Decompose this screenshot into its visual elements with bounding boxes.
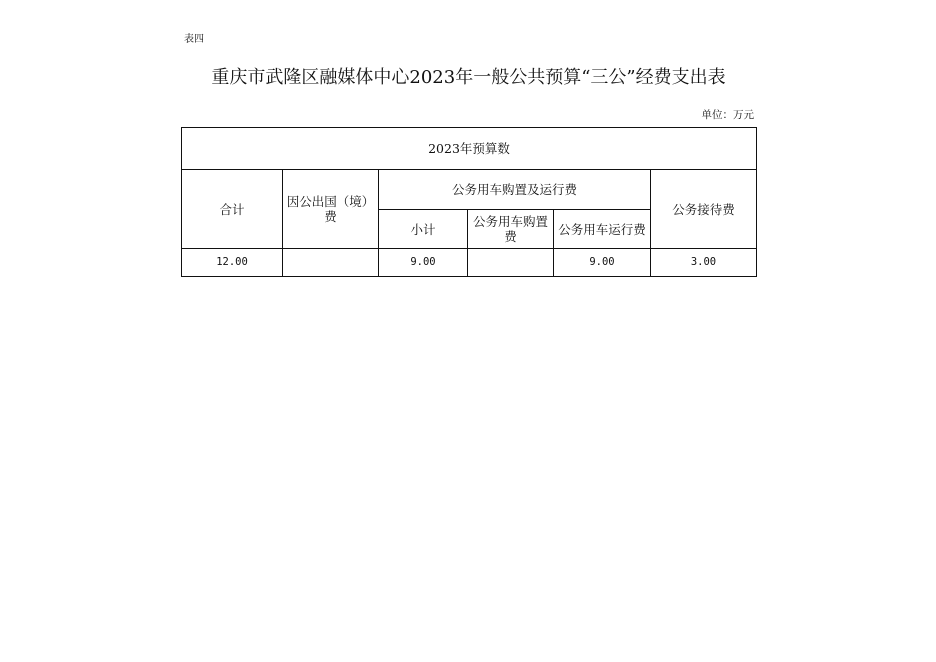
vehicle-subtotal-header: 小计	[379, 210, 468, 249]
total-column-header: 合计	[182, 170, 283, 249]
total-cell: 12.00	[182, 249, 283, 277]
budget-year-header: 2023年预算数	[182, 128, 757, 170]
vehicle-group-header: 公务用车购置及运行费	[379, 170, 651, 210]
vehicle-subtotal-cell: 9.00	[379, 249, 468, 277]
table-header-row	[182, 128, 757, 170]
abroad-column-header: 因公出国（境）费	[283, 170, 379, 249]
abroad-cell	[283, 249, 379, 277]
reception-column-header: 公务接待费	[651, 170, 757, 249]
budget-table	[181, 127, 757, 277]
unit-note: 单位：万元	[701, 109, 754, 121]
vehicle-purchase-cell	[468, 249, 554, 277]
table-subheader-row	[182, 170, 757, 210]
table-number-label: 表四	[184, 34, 204, 45]
reception-cell: 3.00	[651, 249, 757, 277]
vehicle-operation-cell: 9.00	[554, 249, 651, 277]
document-title: 重庆市武隆区融媒体中心2023年一般公共预算“三公”经费支出表	[211, 67, 726, 88]
vehicle-operation-header: 公务用车运行费	[554, 210, 651, 249]
table-row	[182, 249, 757, 277]
vehicle-purchase-header: 公务用车购置费	[468, 210, 554, 249]
